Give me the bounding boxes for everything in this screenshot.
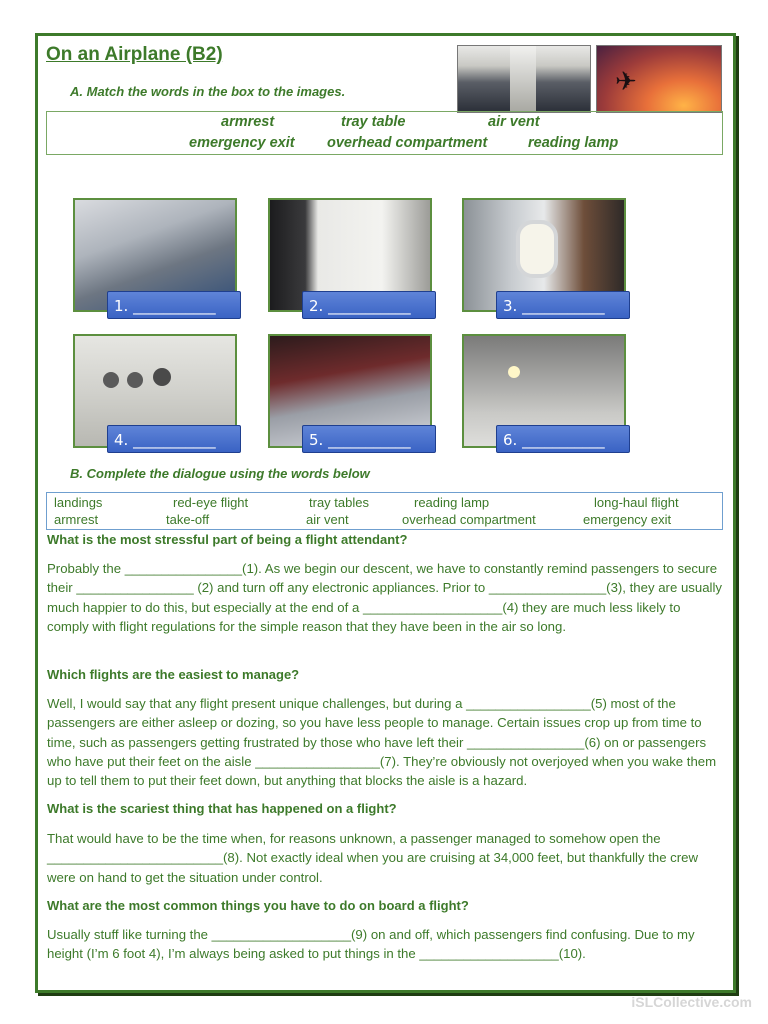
word-box-item: reading lamp [528,135,619,151]
word-box-item: air vent [488,114,540,130]
word-box-item: tray tables [309,495,369,510]
dialogue-question: What is the scariest thing that has happened on a flight? [47,801,397,816]
dialogue-answer [47,829,723,887]
word-box-item: emergency exit [583,512,672,527]
word-box-a [46,111,723,155]
section-b-instruction: B. Complete the dialogue using the words below [70,466,370,481]
dialogue-question: Which flights are the easiest to manage? [47,667,300,682]
word-box-item: red-eye flight [173,495,249,510]
image-number-tag: 3. ___________ [496,291,630,319]
section-a-instruction: A. Match the words in the box to the images. [70,84,346,99]
word-box-item: overhead compartment [402,512,536,527]
image-number-tag: 2. ___________ [302,291,436,319]
airplane-icon: ✈ [615,66,637,96]
dialogue-answer [47,694,723,790]
dialogue-question: What are the most common things you have to do on board a flight? [47,898,469,913]
word-box-item: air vent [306,512,349,527]
image-number-tag: 1. ___________ [107,291,241,319]
dialogue-answer-text: Well, I would say that any flight present unique challenges, but during a _________________(5) most of the passengers are either asleep or dozing, so you have less people to manage. Certain issues crop up from time to time, such as passengers getting frustrated by those who have left their ________________(6) on or passengers who have put their feet on the aisle _________________(7). They’re obviously not overjoyed when you wake them up to tell them to put their feet down, but anything that blocks the aisle is a hazard. [47,696,717,789]
image-number-tag: 5. ___________ [302,425,436,453]
word-box-b [46,492,723,530]
word-box-item: overhead compartment [327,135,488,151]
dialogue-answer-text: That would have to be the time when, for reasons unknown, a passenger managed to somehow open the ________________________(8). Not exactly ideal when you are cruising at 34,000 feet, but thankfully the crew were on hand to get the situation under control. [47,831,699,885]
dialogue-answer [47,925,723,964]
dialogue-answer [47,559,723,636]
word-box-item: armrest [54,512,99,527]
image-number-tag: 4. ___________ [107,425,241,453]
word-box-item: armrest [221,114,275,130]
watermark: iSLCollective.com [631,994,752,1010]
image-number-tag: 6. ___________ [496,425,630,453]
airplane-sunset-photo [596,45,722,113]
word-box-item: long-haul flight [594,495,679,510]
worksheet-title: On an Airplane (B2) [46,44,223,65]
word-box-item: take-off [166,512,210,527]
dialogue-question: What is the most stressful part of being a flight attendant? [47,532,408,547]
dialogue-answer-text: Probably the ________________(1). As we begin our descent, we have to constantly remind passengers to secure their ________________ (2) and turn off any electronic appliances. Prior to ________________(3), they are usually much happier to do this, but especially at the end of a ___________________(4) they are much less likely to comply with flight regulations for the simple reason that they have been in the air so long. [47,561,722,634]
word-box-item: landings [54,495,103,510]
word-box-item: emergency exit [189,135,295,151]
word-box-item: reading lamp [414,495,490,510]
word-box-item: tray table [341,114,406,130]
dialogue-answer-text: Usually stuff like turning the ___________________(9) on and off, which passengers find confusing. Due to my height (I’m 6 foot 4), I’m always being asked to put things in the ___________________(10). [47,927,695,962]
cabin-aisle-photo [457,45,591,113]
